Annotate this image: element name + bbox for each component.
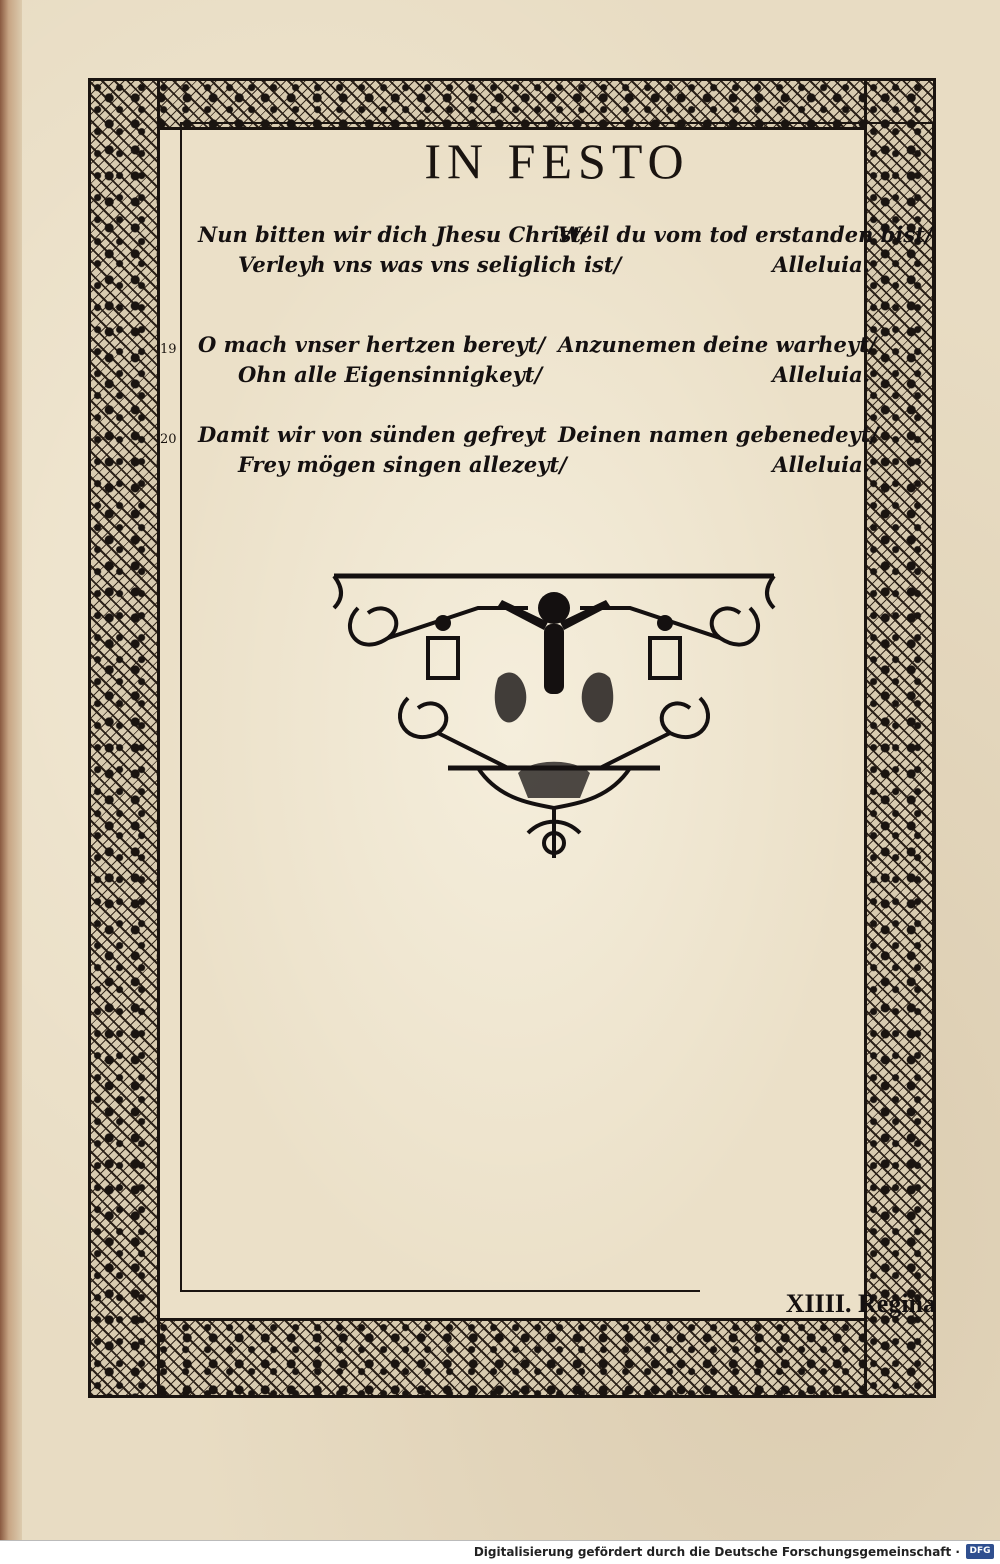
dfg-logo-icon: DFG [966,1544,994,1559]
verse-line: Ohn alle Eigensinnigkeyt/ [238,362,543,387]
verse-3 [190,422,880,482]
alleluia-refrain: Alleluia. [772,252,870,277]
ornament-vignette-icon [328,568,780,872]
verse-line: Nun bitten wir dich Jhesu Christ/ [198,222,589,247]
alleluia-refrain: Alleluia. [772,452,870,477]
ornamental-border-left [88,78,160,1398]
verse-line: Weil du vom tod erstanden bist/ [558,222,933,247]
verse-line: Damit wir von sünden gefreyt [198,422,547,447]
verse-number: 20 [160,432,177,447]
digitization-footer [0,1540,1000,1564]
verse-line: O mach vnser hertzen bereyt/ [198,332,546,357]
catchword: XIIII. Regina [785,1289,936,1318]
ornamental-border-bottom [88,1318,936,1398]
verse-2 [190,332,880,392]
verse-line: Frey mögen singen allezeyt/ [238,452,567,477]
alleluia-refrain: Alleluia. [772,362,870,387]
verse-number: 19 [160,342,177,357]
bottom-rule [180,1290,700,1292]
verse-1 [190,222,933,282]
footer-credit: Digitalisierung gefördert durch die Deutsche Forschungsgemeinschaft · [473,1545,960,1559]
verse-line: Anzunemen deine warheyt/ [558,332,877,357]
page-header: IN FESTO [424,133,690,189]
book-spine [0,0,22,1540]
verse-line: Verleyh vns was vns seliglich ist/ [238,252,622,277]
verse-line: Deinen namen gebenedeyt/ [558,422,879,447]
